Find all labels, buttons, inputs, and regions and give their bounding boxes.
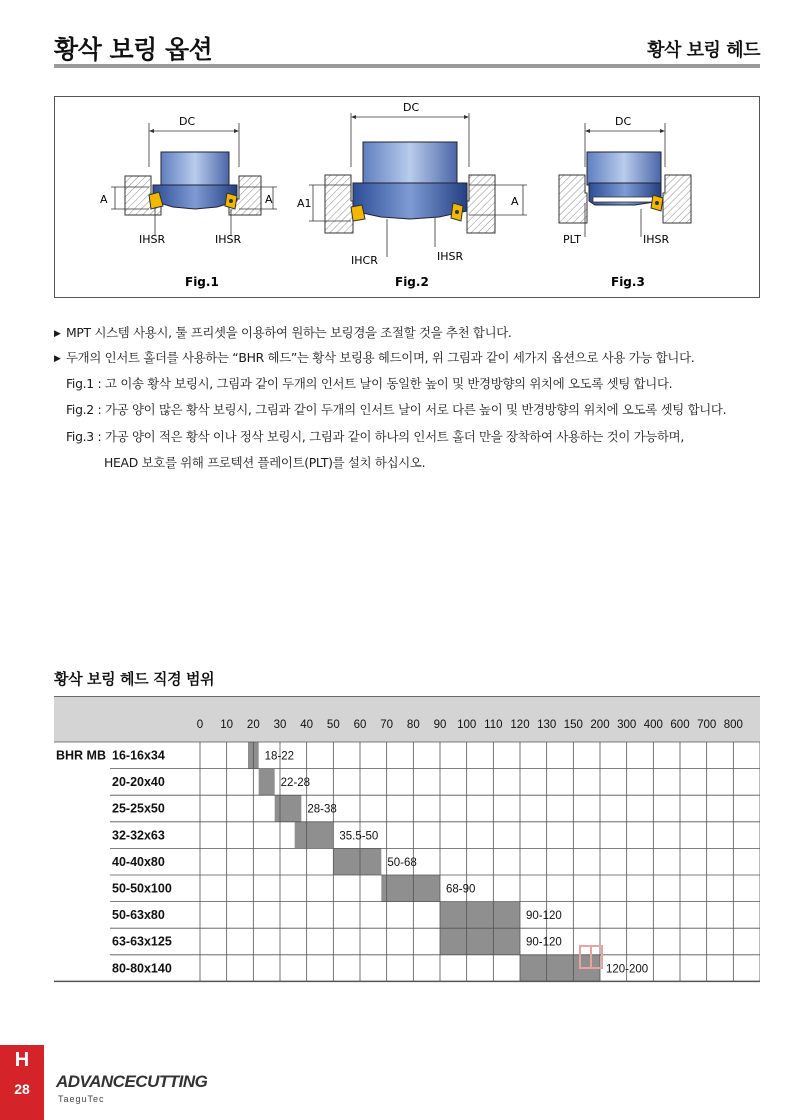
note-line: Fig.3 : 가공 양이 적은 황삭 이나 정삭 보링시, 그림과 같이 하나의 인서트 홀더 만을 장착하여 사용하는 것이 가능하며, <box>66 429 684 444</box>
fig2-left-label: IHCR <box>351 254 378 267</box>
fig1-caption: Fig.1 <box>185 275 219 289</box>
row-label: 80-80x140 <box>112 961 172 976</box>
row-label: 25-25x50 <box>112 801 165 816</box>
scale-tick-label: 300 <box>617 719 637 731</box>
fig3-right-label: IHSR <box>643 233 670 246</box>
brand-name: ADVANCECUTTING <box>56 1072 208 1091</box>
scale-tick-label: 30 <box>273 719 287 731</box>
bullet-triangle-icon: ▶ <box>54 354 61 364</box>
brand-logo <box>56 1072 206 1112</box>
note-line: HEAD 보호를 위해 프로텍션 플레이트(PLT)를 설치 하십시오. <box>104 455 426 470</box>
range-value-label: 18-22 <box>264 750 295 763</box>
page-title: 황삭 보링 옵션 <box>54 35 213 64</box>
scale-tick-label: 130 <box>537 719 557 731</box>
scale-tick-label: 60 <box>353 719 367 731</box>
range-bar <box>381 875 440 902</box>
scale-tick-label: 50 <box>326 719 340 731</box>
range-value-label: 50-68 <box>387 856 417 869</box>
range-value-label: 90-120 <box>526 910 562 923</box>
range-value-label: 22-28 <box>280 777 311 790</box>
figure-panel <box>54 96 760 298</box>
fig2-a-label: A <box>511 195 519 208</box>
fig3-drawing <box>559 123 691 237</box>
scale-tick-label: 0 <box>196 719 204 731</box>
fig1-a-left-label: A <box>100 193 108 206</box>
note-line: Fig.2 : 가공 양이 많은 황삭 보링시, 그림과 같이 두개의 인서트 날이 서로 다른 높이 및 반경방향의 위치에 오도록 셋팅 합니다. <box>66 402 727 417</box>
note-line: Fig.1 : 고 이송 황삭 보링시, 그림과 같이 두개의 인서트 날이 동일한 높이 및 반경방향의 위치에 오도록 셋팅 합니다. <box>66 376 673 391</box>
series-prefix-label: BHR MB <box>56 748 106 763</box>
range-bar <box>440 928 520 955</box>
scale-tick-label: 110 <box>484 719 503 731</box>
bullet-triangle-icon: ▶ <box>54 329 61 339</box>
row-label: 32-32x63 <box>112 828 165 843</box>
boring-figures <box>55 97 761 299</box>
scale-tick-label: 200 <box>590 719 610 731</box>
range-table-title: 황삭 보링 헤드 직경 범위 <box>54 670 215 688</box>
scale-tick-label: 400 <box>643 719 663 731</box>
row-label: 20-20x40 <box>112 775 165 790</box>
row-label: 16-16x34 <box>112 748 165 763</box>
note-line: ▶ 두개의 인서트 홀더를 사용하는 “BHR 헤드”는 황삭 보링용 헤드이며, 위 그림과 같이 세가지 옵션으로 사용 가능 합니다. <box>54 350 695 365</box>
range-value-label: 35.5-50 <box>339 830 379 843</box>
section-tab <box>0 1045 44 1120</box>
fig2-caption: Fig.2 <box>395 275 429 289</box>
fig3-left-label: PLT <box>563 233 581 246</box>
range-value-label: 68-90 <box>446 883 476 896</box>
fig2-right-label: IHSR <box>437 250 464 263</box>
watermark <box>536 942 676 1018</box>
range-value-label: 28-38 <box>307 803 337 816</box>
fig2-drawing <box>309 113 527 257</box>
row-label: 50-50x100 <box>112 881 172 896</box>
scale-tick-label: 40 <box>300 719 314 731</box>
header-rule <box>54 64 760 68</box>
scale-tick-label: 600 <box>670 719 690 731</box>
brand-sub: TaeguTec <box>58 1094 105 1104</box>
fig1-left-label: IHSR <box>139 233 166 246</box>
scale-tick-label: 90 <box>433 719 447 731</box>
section-letter: H <box>14 1049 30 1071</box>
fig1-dc-label: DC <box>179 115 196 128</box>
range-bar <box>295 822 334 849</box>
fig3-caption: Fig.3 <box>611 275 645 289</box>
page-number: 28 <box>14 1081 30 1097</box>
page-subtitle: 황삭 보링 헤드 <box>647 40 760 61</box>
scale-tick-label: 10 <box>220 719 234 731</box>
watermark-logo-icon <box>536 942 676 1018</box>
range-value-label: 90-120 <box>526 936 562 949</box>
range-value-label: 120-200 <box>606 963 649 976</box>
scale-tick-label: 700 <box>697 719 717 731</box>
row-label: 63-63x125 <box>112 934 172 949</box>
fig2-a1-label: A1 <box>297 197 312 210</box>
scale-tick-label: 20 <box>246 719 260 731</box>
fig3-dc-label: DC <box>615 115 632 128</box>
scale-tick-label: 150 <box>563 719 583 731</box>
scale-tick-label: 120 <box>510 719 530 731</box>
scale-tick-label: 800 <box>723 719 743 731</box>
fig2-dc-label: DC <box>403 101 420 114</box>
range-bar <box>440 902 520 929</box>
fig1-drawing <box>111 123 277 235</box>
note-line: ▶ MPT 시스템 사용시, 툴 프리셋을 이용하여 원하는 보링경을 조절할 것을 추천 합니다. <box>54 325 512 340</box>
scale-tick-label: 80 <box>406 719 420 731</box>
fig1-a-right-label: A <box>265 193 273 206</box>
range-bar <box>259 769 275 796</box>
fig1-right-label: IHSR <box>215 233 242 246</box>
scale-tick-label: 70 <box>380 719 394 731</box>
row-label: 40-40x80 <box>112 854 165 869</box>
range-bar <box>333 848 381 875</box>
scale-tick-label: 100 <box>457 719 477 731</box>
row-label: 50-63x80 <box>112 908 165 923</box>
range-bar <box>275 795 302 822</box>
